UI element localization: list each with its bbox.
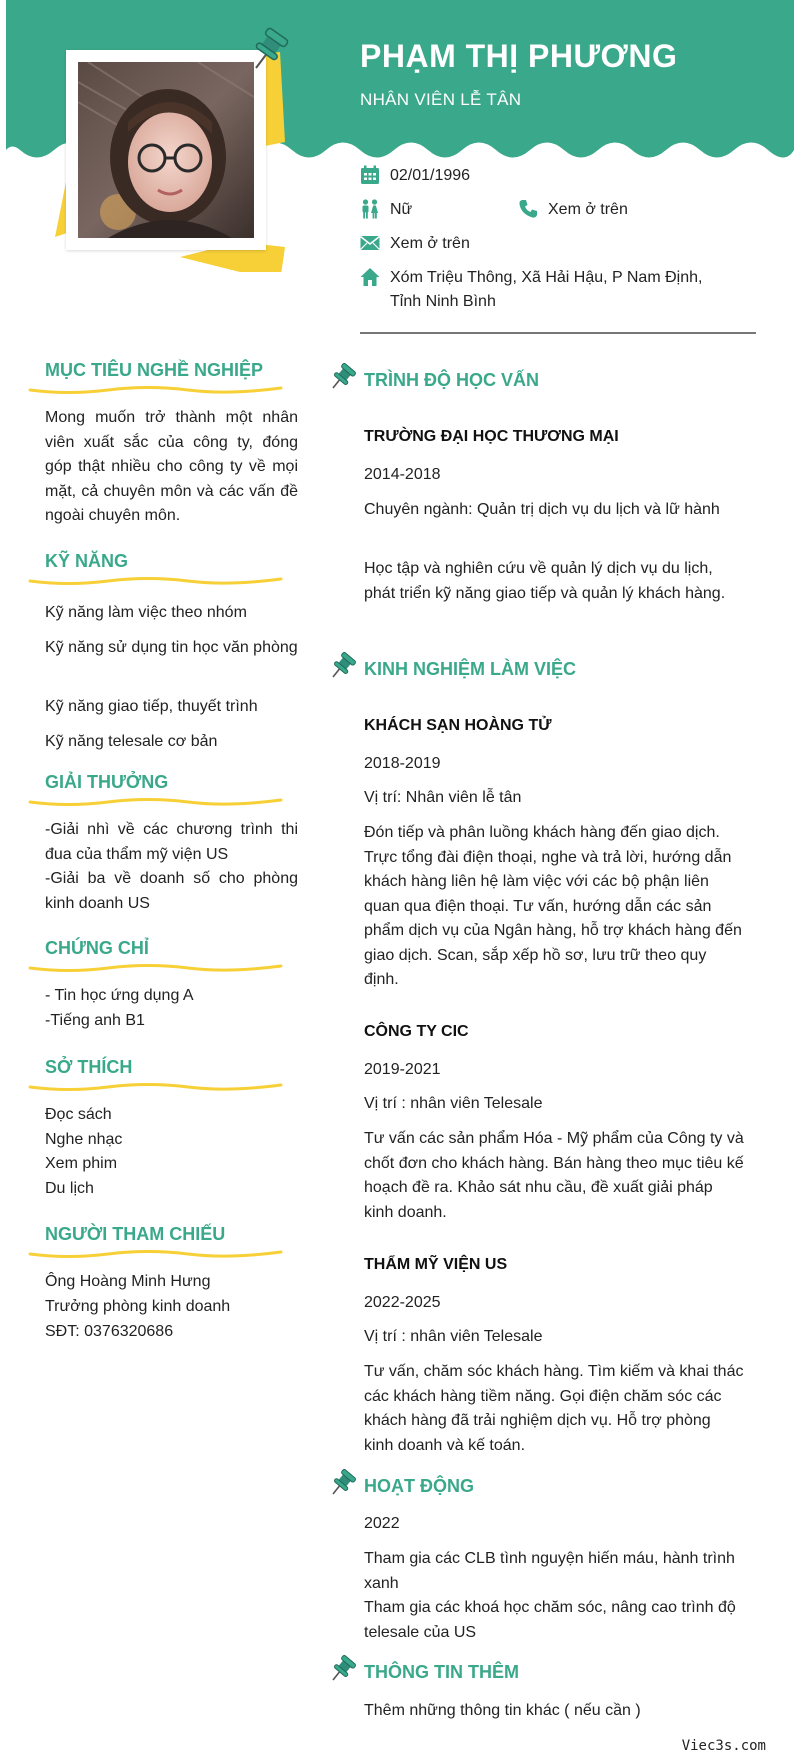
education-description: Học tập và nghiên cứu về quản lý dịch vụ du lịch, phát triển kỹ năng giao tiếp và quản lý khách hàng. bbox=[364, 560, 726, 602]
activities-title: HOẠT ĐỘNG bbox=[364, 1476, 474, 1496]
activity-item: Tham gia các khoá học chăm sóc, nâng cao trình độ telesale của US bbox=[364, 1599, 736, 1641]
objective-text: Mong muốn trở thành một nhân viên xuất sắc của công ty, đóng góp thật nhiều cho công ty về mọi mặt, cả chuyên môn và các vấn đề ngoài chuyên môn. bbox=[45, 409, 298, 524]
job-position: Vị trí : nhân viên Telesale bbox=[364, 1328, 543, 1345]
pushpin-icon bbox=[330, 651, 358, 679]
job-period: 2019-2021 bbox=[364, 1061, 441, 1078]
pushpin-icon bbox=[330, 1654, 358, 1682]
contact-divider bbox=[360, 332, 756, 334]
address-line-2: Tỉnh Ninh Bình bbox=[390, 293, 496, 310]
pushpin-icon bbox=[330, 1468, 358, 1496]
job-description: Đón tiếp và phân luồng khách hàng đến giao dịch. Trực tổng đài điện thoại, nghe và trả lời, hướng dẫn khách hàng liên hệ làm việc với các bộ phận liên quan qua điện thoại. Tư vấn, hướng dẫn các sản phẩm dịch vụ của Ngân hàng, hỗ trợ khách hàng đến giao dịch. Scan, sắp xếp hồ sơ, lưu trữ theo quy định. bbox=[364, 824, 742, 988]
candidate-job-title: NHÂN VIÊN LỄ TÂN bbox=[360, 90, 522, 109]
profile-photo bbox=[78, 62, 254, 238]
gender-icon bbox=[360, 199, 380, 219]
phone-icon bbox=[518, 199, 538, 219]
certificate-item: - Tin học ứng dụng A bbox=[45, 987, 194, 1004]
education-major: Chuyên ngành: Quản trị dịch vụ du lịch và lữ hành bbox=[364, 501, 720, 518]
job-company: KHÁCH SẠN HOÀNG TỬ bbox=[364, 717, 552, 734]
skill-item: Kỹ năng sử dụng tin học văn phòng bbox=[45, 639, 298, 656]
job-company: THẨM MỸ VIỆN US bbox=[364, 1256, 508, 1273]
address-line-1: Xóm Triệu Thông, Xã Hải Hậu, P Nam Định, bbox=[390, 269, 703, 286]
activity-item: Tham gia các CLB tình nguyện hiến máu, hành trình xanh bbox=[364, 1550, 735, 1592]
section-underline bbox=[28, 574, 283, 588]
job-description: Tư vấn, chăm sóc khách hàng. Tìm kiếm và khai thác các khách hàng tiềm năng. Gọi điện chăm sóc các khách hàng đã trải nghiệm dịch vụ. Hỗ trợ phòng kinh doanh và kế toán. bbox=[364, 1363, 744, 1454]
award-item: -Giải ba về doanh số cho phòng kinh doanh US bbox=[45, 870, 298, 912]
section-underline bbox=[28, 961, 283, 975]
section-underline bbox=[28, 383, 283, 397]
certificates-title: CHỨNG CHỈ bbox=[45, 938, 149, 958]
gender-value: Nữ bbox=[390, 201, 413, 218]
job-period: 2018-2019 bbox=[364, 755, 441, 772]
hobby-item: Đọc sách bbox=[45, 1106, 112, 1123]
awards-title: GIẢI THƯỞNG bbox=[45, 772, 169, 792]
section-underline bbox=[28, 795, 283, 809]
job-position: Vị trí : nhân viên Telesale bbox=[364, 1095, 543, 1112]
candidate-name: PHẠM THỊ PHƯƠNG bbox=[360, 38, 678, 74]
phone-value: Xem ở trên bbox=[548, 201, 628, 218]
experience-title: KINH NGHIỆM LÀM VIỆC bbox=[364, 659, 577, 679]
birthday-value: 02/01/1996 bbox=[390, 167, 471, 184]
skill-item: Kỹ năng telesale cơ bản bbox=[45, 733, 218, 750]
hobby-item: Du lịch bbox=[45, 1180, 94, 1197]
job-company: CÔNG TY CIC bbox=[364, 1023, 469, 1040]
pushpin-icon bbox=[248, 24, 290, 74]
reference-name: Ông Hoàng Minh Hưng bbox=[45, 1273, 211, 1290]
section-underline bbox=[28, 1080, 283, 1094]
job-period: 2022-2025 bbox=[364, 1294, 441, 1311]
skills-title: KỸ NĂNG bbox=[45, 551, 129, 571]
skill-item: Kỹ năng làm việc theo nhóm bbox=[45, 604, 247, 621]
extra-info-title: THÔNG TIN THÊM bbox=[364, 1662, 519, 1682]
objective-title: MỤC TIÊU NGHỀ NGHIỆP bbox=[45, 360, 264, 380]
hobbies-title: SỞ THÍCH bbox=[45, 1057, 133, 1077]
award-item: -Giải nhì về các chương trình thi đua của thẩm mỹ viện US bbox=[45, 821, 298, 863]
extra-info-text: Thêm những thông tin khác ( nếu cần ) bbox=[364, 1702, 641, 1719]
certificate-item: -Tiếng anh B1 bbox=[45, 1012, 145, 1029]
hobby-item: Xem phim bbox=[45, 1155, 118, 1172]
job-position: Vị trí: Nhân viên lễ tân bbox=[364, 789, 522, 806]
address-value bbox=[390, 266, 760, 314]
pushpin-icon bbox=[330, 362, 358, 390]
email-icon bbox=[360, 233, 380, 253]
education-period: 2014-2018 bbox=[364, 466, 441, 483]
home-icon bbox=[360, 267, 380, 287]
reference-phone: SĐT: 0376320686 bbox=[45, 1323, 174, 1340]
reference-title: Trưởng phòng kinh doanh bbox=[45, 1298, 231, 1315]
photo-frame bbox=[66, 50, 266, 250]
email-value: Xem ở trên bbox=[390, 235, 470, 252]
hobby-item: Nghe nhạc bbox=[45, 1131, 123, 1148]
calendar-icon bbox=[360, 165, 380, 185]
education-title: TRÌNH ĐỘ HỌC VẤN bbox=[364, 370, 539, 390]
watermark: Viec3s.com bbox=[681, 1738, 766, 1754]
education-school: TRƯỜNG ĐẠI HỌC THƯƠNG MẠI bbox=[364, 428, 619, 445]
skill-item: Kỹ năng giao tiếp, thuyết trình bbox=[45, 698, 258, 715]
job-description: Tư vấn các sản phẩm Hóa - Mỹ phẩm của Công ty và chốt đơn cho khách hàng. Bán hàng theo mục tiêu kế hoạch đề ra. Khảo sát nhu cầu, đề xuất giải pháp kinh doanh. bbox=[364, 1130, 744, 1221]
activities-year: 2022 bbox=[364, 1515, 400, 1532]
references-title: NGƯỜI THAM CHIẾU bbox=[45, 1224, 226, 1244]
section-underline bbox=[28, 1247, 283, 1261]
